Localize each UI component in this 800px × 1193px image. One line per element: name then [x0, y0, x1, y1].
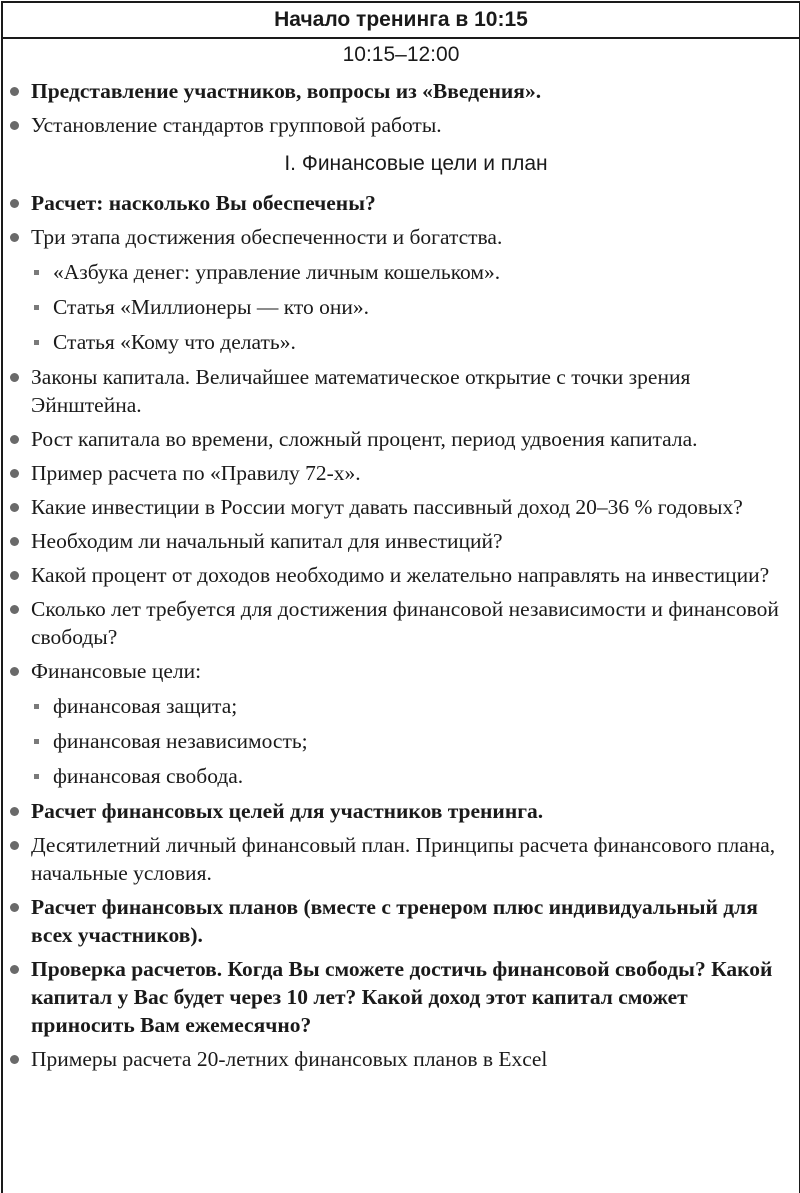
- list-item: Финансовые цели:: [3, 657, 799, 685]
- schedule-table: [1, 1, 800, 1193]
- list-item: Законы капитала. Величайшее математическое открытие с точки зрения Эйнштейна.: [3, 363, 799, 419]
- list-item: Установление стандартов групповой работы.: [3, 111, 799, 139]
- list-item: Примеры расчета 20-летних финансовых планов в Excel: [3, 1045, 799, 1073]
- list-item: Необходим ли начальный капитал для инвестиций?: [3, 527, 799, 555]
- list-item: Расчет финансовых целей для участников тренинга.: [3, 797, 799, 825]
- list-item: Три этапа достижения обеспеченности и богатства.: [3, 223, 799, 251]
- list-item: Рост капитала во времени, сложный процент, период удвоения капитала.: [3, 425, 799, 453]
- sub-list-item: Статья «Кому что делать».: [3, 328, 799, 356]
- sub-list-item: финансовая свобода.: [3, 762, 799, 790]
- sub-list-item: Статья «Миллионеры — кто они».: [3, 293, 799, 321]
- list-item: Сколько лет требуется для достижения финансовой независимости и финансовой свободы?: [3, 595, 799, 651]
- sub-list-item: «Азбука денег: управление личным кошельком».: [3, 258, 799, 286]
- list-item: Какой процент от доходов необходимо и желательно направлять на инвестиции?: [3, 561, 799, 589]
- section-title: I. Финансовые цели и план: [284, 152, 548, 175]
- list-item: Какие инвестиции в России могут давать пассивный доход 20–36 % годовых?: [3, 493, 799, 521]
- list-item: Десятилетний личный финансовый план. Принципы расчета финансового плана, начальные условия.: [3, 831, 799, 887]
- list-item: Расчет: насколько Вы обеспечены?: [3, 189, 799, 217]
- sub-list-item: финансовая защита;: [3, 692, 799, 720]
- list-item: Представление участников, вопросы из «Введения».: [3, 77, 799, 105]
- list-item: Пример расчета по «Правилу 72-х».: [3, 459, 799, 487]
- time-range: 10:15–12:00: [342, 43, 460, 66]
- sub-list-item: финансовая независимость;: [3, 727, 799, 755]
- table-header: Начало тренинга в 10:15: [3, 3, 799, 39]
- list-item: Проверка расчетов. Когда Вы сможете достичь финансовой свободы? Какой капитал у Вас будет через 10 лет? Какой доход этот капитал сможет приносить Вам ежемесячно?: [3, 955, 799, 1039]
- list-item: Расчет финансовых планов (вместе с тренером плюс индивидуальный для всех участников).: [3, 893, 799, 949]
